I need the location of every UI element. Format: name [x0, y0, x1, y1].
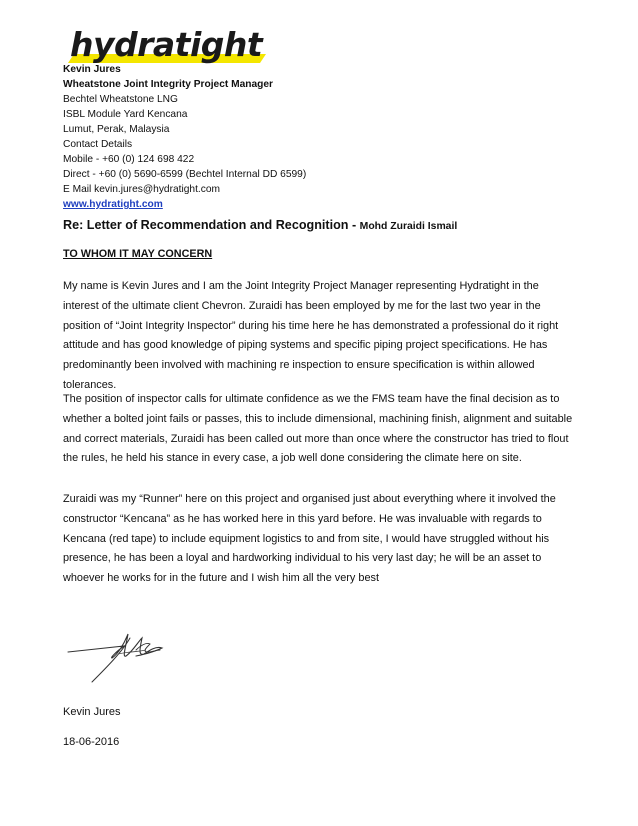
subject-line	[63, 218, 457, 232]
paragraph-1: My name is Kevin Jures and I am the Joint Integrity Project Manager representing Hydratight in the interest of the ultimate client Chevron. Zuraidi has been employed by me for the last two year in the position of “Joint Integrity Inspector” during his time here he has demonstrated a professional do it right attitude and has good knowledge of piping systems and specific piping project specifications. He has predominantly been involved with machining re inspection to ensure specification is within allowed tolerances.	[63, 280, 559, 391]
website-link[interactable]: www.hydratight.com	[63, 199, 163, 210]
sender-address-block	[63, 62, 583, 212]
sender-title: Wheatstone Joint Integrity Project Manager	[63, 79, 274, 90]
subject-person: Mohd Zuraidi Ismail	[359, 221, 458, 232]
sender-mobile: Mobile - +60 (0) 124 698 422	[63, 154, 195, 165]
paragraph-2: The position of inspector calls for ultimate confidence as we the FMS team have the final decision as to whether a bolted joint fails or passes, this to include dimensional, machining finish, alignment and suitable and correct materials, Zuraidi has been called out more than once where the constructor has tried to flout the rules, he held his stance in every case, a job well done considering the climate here on site.	[63, 393, 573, 465]
contact-heading: Contact Details	[63, 139, 133, 150]
sender-company: Bechtel Wheatstone LNG	[63, 94, 178, 105]
salutation: TO WHOM IT MAY CONCERN	[63, 248, 213, 260]
sender-direct: Direct - +60 (0) 5690-6599 (Bechtel Internal DD 6599)	[63, 169, 307, 180]
sender-city: Lumut, Perak, Malaysia	[63, 124, 170, 135]
handwritten-signature	[66, 628, 176, 684]
sender-email: E Mail kevin.jures@hydratight.com	[63, 184, 220, 195]
subject-main: Re: Letter of Recommendation and Recognition -	[63, 218, 357, 232]
logo-wordmark: hydratight	[70, 25, 263, 64]
sender-name: Kevin Jures	[63, 64, 121, 75]
closing-date: 18-06-2016	[63, 736, 120, 748]
sender-location: ISBL Module Yard Kencana	[63, 109, 188, 120]
paragraph-3: Zuraidi was my “Runner” here on this project and organised just about everything where it involved the constructor “Kencana” as he has worked here in this yard before. He was invaluable with regards to Kencana (red tape) to include equipment logistics to and from site, I would have struggled without his presence, he has been a loyal and hardworking individual to his very last day; he will be an asset to whoever he works for in the future and I wish him all the very best	[63, 493, 556, 585]
closing-name: Kevin Jures	[63, 706, 121, 718]
